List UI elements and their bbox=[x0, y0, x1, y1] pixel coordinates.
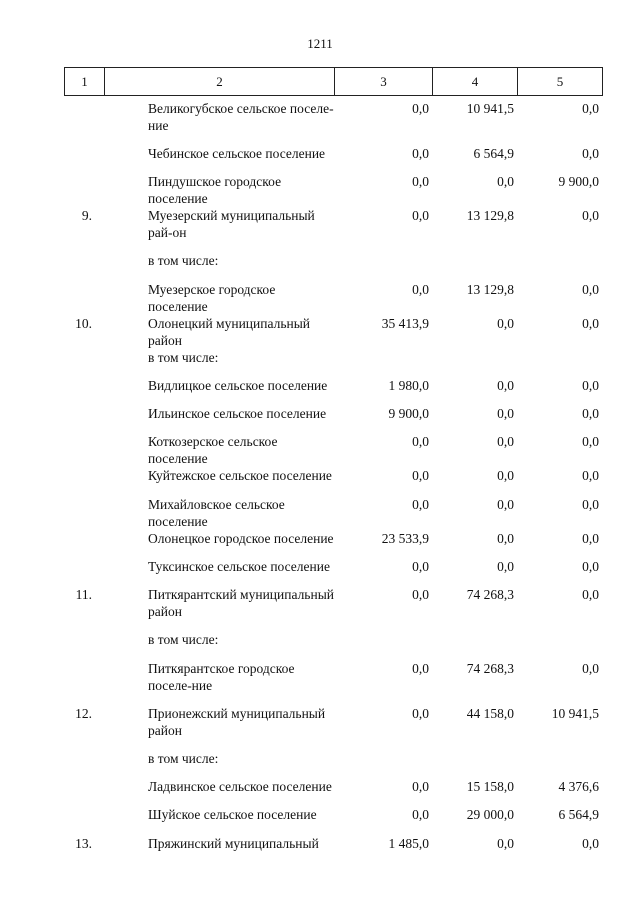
row-value-col3: 0,0 bbox=[412, 468, 429, 484]
row-number bbox=[64, 405, 104, 433]
row-number: 12. bbox=[75, 705, 92, 721]
row-number bbox=[64, 496, 104, 530]
row-number: 13. bbox=[75, 835, 92, 851]
row-name: Питкярантский муниципальный район bbox=[148, 587, 334, 620]
row-value-col4: 74 268,3 bbox=[466, 660, 514, 676]
table-header bbox=[64, 67, 603, 96]
row-name: в том числе: bbox=[148, 349, 219, 365]
row-value-col3: 0,0 bbox=[412, 146, 429, 161]
row-name: Олонецкое городское поселение bbox=[148, 530, 334, 546]
row-name: Муезерский муниципальный рай-он bbox=[148, 208, 315, 241]
table-row bbox=[64, 806, 602, 834]
row-value-col3 bbox=[334, 252, 432, 280]
row-value-col4 bbox=[432, 349, 517, 377]
row-value-col5 bbox=[517, 750, 602, 778]
row-value-col3: 9 900,0 bbox=[388, 406, 429, 422]
row-value-col4: 0,0 bbox=[497, 559, 514, 575]
row-value-col4: 74 268,3 bbox=[466, 587, 514, 603]
row-name: Куйтежское сельское поселение bbox=[148, 468, 332, 484]
row-value-col3: 0,0 bbox=[412, 587, 429, 603]
row-value-col3: 0,0 bbox=[412, 496, 429, 512]
header-col-2: 2 bbox=[105, 68, 335, 96]
row-value-col5: 0,0 bbox=[582, 559, 599, 575]
row-value-col5: 0,0 bbox=[582, 101, 599, 116]
row-number bbox=[64, 252, 104, 280]
row-value-col4: 0,0 bbox=[497, 315, 514, 331]
row-value-col4 bbox=[432, 252, 517, 280]
table-row bbox=[64, 145, 602, 173]
row-name: Коткозерское сельское поселение bbox=[148, 434, 278, 467]
table-row bbox=[64, 558, 602, 586]
row-number bbox=[64, 281, 104, 315]
row-value-col5: 0,0 bbox=[582, 530, 599, 546]
row-name: Прионежский муниципальный район bbox=[148, 705, 326, 738]
row-number bbox=[64, 349, 104, 377]
row-value-col5: 0,0 bbox=[582, 468, 599, 484]
row-value-col5 bbox=[517, 252, 602, 280]
row-value-col3: 0,0 bbox=[412, 208, 429, 224]
row-value-col3 bbox=[334, 349, 432, 377]
row-number bbox=[64, 806, 104, 834]
table-row bbox=[64, 586, 602, 631]
row-number bbox=[64, 433, 104, 467]
header-col-4: 4 bbox=[433, 68, 518, 96]
row-value-col4 bbox=[432, 631, 517, 659]
table-row bbox=[64, 349, 602, 377]
row-number bbox=[64, 558, 104, 586]
row-name: Олонецкий муниципальный район bbox=[148, 315, 310, 348]
row-value-col4: 0,0 bbox=[497, 468, 514, 484]
row-value-col4: 44 158,0 bbox=[466, 705, 514, 721]
row-value-col5 bbox=[517, 631, 602, 659]
row-value-col3: 35 413,9 bbox=[381, 315, 429, 331]
row-value-col3: 0,0 bbox=[412, 174, 429, 190]
row-value-col4: 13 129,8 bbox=[466, 208, 514, 224]
row-number bbox=[64, 530, 104, 558]
row-number bbox=[64, 660, 104, 705]
table-row bbox=[64, 467, 602, 495]
row-value-col3: 0,0 bbox=[412, 705, 429, 721]
row-value-col3: 0,0 bbox=[412, 807, 429, 823]
row-name: Пиндушское городское поселение bbox=[148, 174, 282, 207]
row-value-col3: 0,0 bbox=[412, 434, 429, 450]
row-value-col4: 0,0 bbox=[497, 496, 514, 512]
table-row bbox=[64, 705, 602, 750]
table-row bbox=[64, 100, 602, 145]
row-value-col5: 0,0 bbox=[582, 146, 599, 161]
table-row bbox=[64, 835, 602, 863]
row-name: в том числе: bbox=[148, 750, 219, 766]
row-value-col5: 6 564,9 bbox=[558, 807, 599, 823]
row-value-col4: 0,0 bbox=[497, 530, 514, 546]
row-number bbox=[64, 778, 104, 806]
row-name: Великогубское сельское поселе-ние bbox=[148, 101, 334, 133]
row-value-col5: 0,0 bbox=[582, 434, 599, 450]
row-name: в том числе: bbox=[148, 632, 219, 648]
row-value-col5: 4 376,6 bbox=[558, 778, 599, 794]
row-value-col3: 23 533,9 bbox=[381, 530, 429, 546]
row-number bbox=[64, 631, 104, 659]
row-value-col5: 0,0 bbox=[582, 587, 599, 603]
table-row bbox=[64, 315, 602, 349]
row-value-col3: 1 485,0 bbox=[388, 835, 429, 851]
row-value-col5: 0,0 bbox=[582, 496, 599, 512]
row-value-col5: 0,0 bbox=[582, 208, 599, 224]
table-row bbox=[64, 530, 602, 558]
table-row bbox=[64, 207, 602, 252]
row-value-col4: 13 129,8 bbox=[466, 281, 514, 297]
row-name: в том числе: bbox=[148, 253, 219, 269]
row-value-col3 bbox=[334, 631, 432, 659]
row-value-col3: 0,0 bbox=[412, 660, 429, 676]
row-value-col3: 0,0 bbox=[412, 778, 429, 794]
row-name: Питкярантское городское поселе-ние bbox=[148, 660, 295, 693]
row-value-col4: 29 000,0 bbox=[466, 807, 514, 823]
header-col-5: 5 bbox=[518, 68, 603, 96]
table-row bbox=[64, 660, 602, 705]
row-number bbox=[64, 467, 104, 495]
row-value-col5: 0,0 bbox=[582, 660, 599, 676]
row-value-col5: 0,0 bbox=[582, 406, 599, 422]
row-name: Чебинское сельское поселение bbox=[148, 146, 326, 161]
row-name: Шуйское сельское поселение bbox=[148, 807, 317, 823]
row-number bbox=[64, 173, 104, 207]
row-value-col4: 0,0 bbox=[497, 434, 514, 450]
row-name: Ильинское сельское поселение bbox=[148, 406, 327, 422]
header-col-3: 3 bbox=[335, 68, 433, 96]
row-name: Ладвинское сельское поселение bbox=[148, 778, 332, 794]
row-number bbox=[64, 377, 104, 405]
row-value-col5: 0,0 bbox=[582, 835, 599, 851]
row-name: Туксинское сельское поселение bbox=[148, 559, 330, 575]
table-row bbox=[64, 173, 602, 207]
row-value-col4: 10 941,5 bbox=[466, 101, 514, 116]
page-number: 1211 bbox=[307, 36, 333, 51]
row-value-col4: 0,0 bbox=[497, 377, 514, 393]
row-value-col5: 0,0 bbox=[582, 377, 599, 393]
table-row bbox=[64, 750, 602, 778]
row-value-col3: 1 980,0 bbox=[388, 377, 429, 393]
row-number: 10. bbox=[75, 315, 92, 331]
row-name: Муезерское городское поселение bbox=[148, 281, 276, 314]
row-value-col3: 0,0 bbox=[412, 559, 429, 575]
row-value-col5 bbox=[517, 349, 602, 377]
row-value-col5: 9 900,0 bbox=[558, 174, 599, 190]
header-col-1: 1 bbox=[65, 68, 105, 96]
table-row bbox=[64, 405, 602, 433]
row-number: 9. bbox=[81, 208, 92, 224]
row-value-col3: 0,0 bbox=[412, 101, 429, 116]
row-name: Михайловское сельское поселение bbox=[148, 496, 285, 529]
row-value-col5: 0,0 bbox=[582, 315, 599, 331]
data-table bbox=[64, 100, 602, 863]
table-row bbox=[64, 433, 602, 467]
row-value-col5: 0,0 bbox=[582, 281, 599, 297]
row-value-col3 bbox=[334, 750, 432, 778]
row-number bbox=[64, 145, 104, 173]
row-value-col4: 0,0 bbox=[497, 406, 514, 422]
row-value-col5: 10 941,5 bbox=[551, 705, 599, 721]
row-value-col4 bbox=[432, 750, 517, 778]
row-number: 11. bbox=[75, 587, 92, 603]
row-name: Пряжинский муниципальный bbox=[148, 835, 319, 851]
table-row bbox=[64, 377, 602, 405]
row-value-col3: 0,0 bbox=[412, 281, 429, 297]
row-name: Видлицкое сельское поселение bbox=[148, 377, 328, 393]
row-value-col4: 0,0 bbox=[497, 835, 514, 851]
table-row bbox=[64, 631, 602, 659]
table-row bbox=[64, 778, 602, 806]
table-row bbox=[64, 281, 602, 315]
row-number bbox=[64, 100, 104, 145]
row-value-col4: 0,0 bbox=[497, 174, 514, 190]
row-value-col4: 15 158,0 bbox=[466, 778, 514, 794]
table-row bbox=[64, 252, 602, 280]
row-number bbox=[64, 750, 104, 778]
row-value-col4: 6 564,9 bbox=[473, 146, 514, 161]
table-row bbox=[64, 496, 602, 530]
